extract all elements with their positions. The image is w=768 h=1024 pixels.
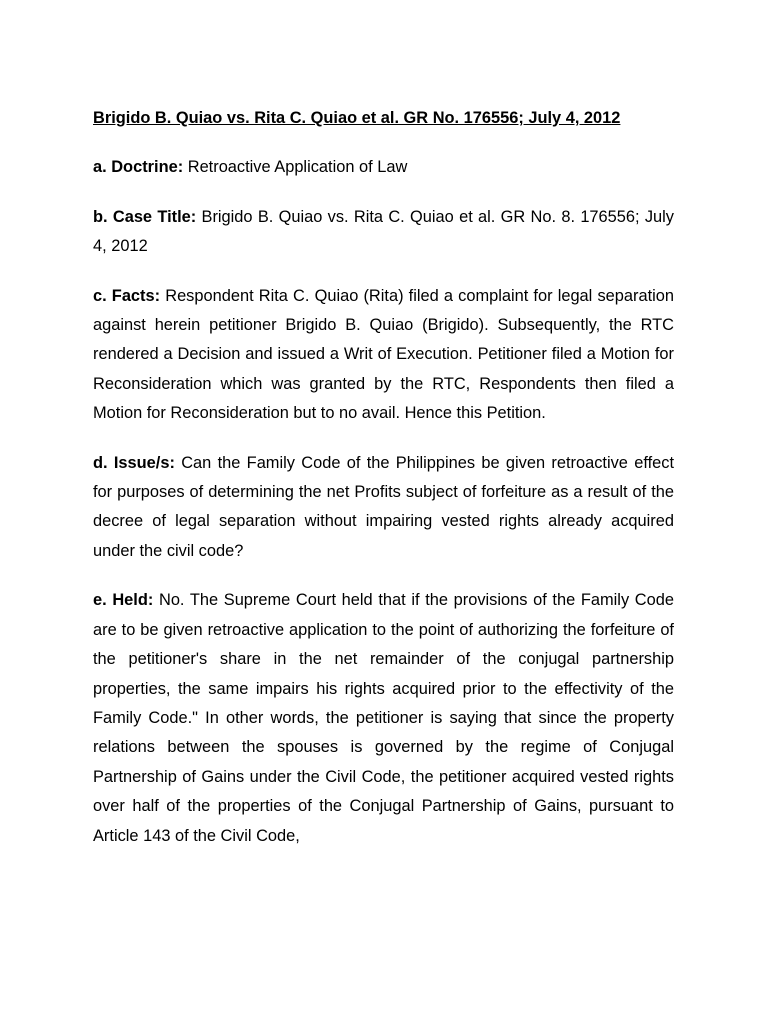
facts-text: Respondent Rita C. Quiao (Rita) filed a complaint for legal separation against herein petitioner Brigido B. Quiao (Brigido). Subsequently, the RTC rendered a Decision and issued a Writ of Execution. Petitioner filed a Motion for Reconsideration which was granted by the RTC, Respondents then filed a Motion for Reconsideration but to no avail. Hence this Petition.	[93, 286, 675, 423]
doctrine-label: a. Doctrine:	[93, 158, 184, 177]
case-title-heading: Brigido B. Quiao vs. Rita C. Quiao et al. GR No. 176556; July 4, 2012	[93, 109, 621, 127]
doctrine-paragraph	[93, 153, 674, 182]
held-text: No. The Supreme Court held that if the provisions of the Family Code are to be given retroactive application to the point of authorizing the forfeiture of the petitioner's share in the net remainder of the conjugal partnership properties, the same impairs his rights acquired prior to the effectivity of the Family Code." In other words, the petitioner is saying that since the property relations between the spouses is governed by the regime of Conjugal Partnership of Gains under the Civil Code, the petitioner acquired vested rights over half of the properties of the Conjugal Partnership of Gains, pursuant to Article 143 of the Civil Code,	[93, 591, 674, 845]
case-title-text: Brigido B. Quiao vs. Rita C. Quiao et al. GR No. 8. 176556; July 4, 2012	[93, 207, 675, 256]
facts-paragraph	[93, 282, 674, 429]
doctrine-text: Retroactive Application of Law	[183, 158, 408, 177]
case-title-label: b. Case Title:	[93, 207, 197, 226]
document-page	[93, 104, 674, 851]
case-title-paragraph	[93, 203, 674, 262]
issues-label: d. Issue/s:	[93, 453, 175, 472]
held-paragraph	[93, 586, 674, 851]
issues-paragraph	[93, 449, 674, 567]
issues-text: Can the Family Code of the Philippines be given retroactive effect for purposes of determining the net Profits subject of forfeiture as a result of the decree of legal separation without impairing vested rights already acquired under the civil code?	[93, 453, 674, 560]
held-label: e. Held:	[93, 591, 154, 610]
facts-label: c. Facts:	[93, 286, 161, 305]
